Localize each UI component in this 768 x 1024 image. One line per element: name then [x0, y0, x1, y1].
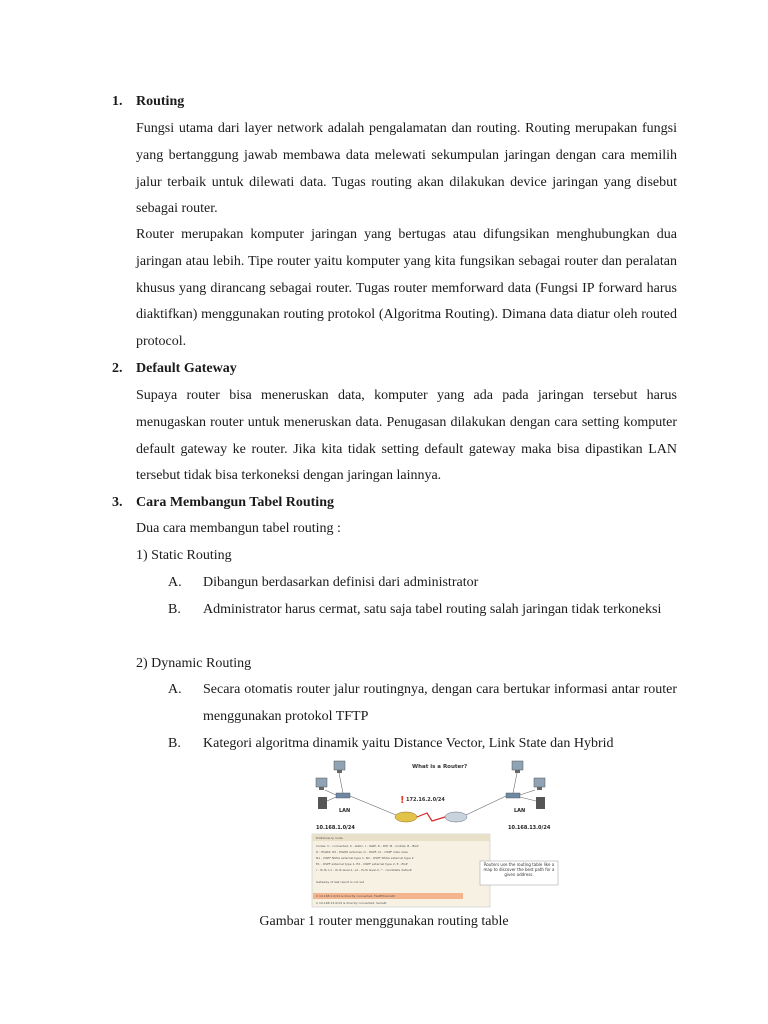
item-text: Kategori algoritma dinamik yaitu Distance Vector, Link State dan Hybrid — [203, 736, 614, 751]
left-switch-icon — [336, 793, 350, 798]
section-number: 2. — [112, 361, 123, 376]
router-diagram-figure — [306, 757, 562, 909]
console-line: R1#show ip route — [316, 836, 343, 840]
routing-note-text: Routers use the routing table like a map to discover the best path for a given address. — [483, 862, 555, 877]
paragraph-routing-1: Fungsi utama dari layer network adalah pengalamatan dan routing. Routing merupakan fungsi yang bertanggung jawab membawa data melewati sekumpulan jaringan dengan cara memilih jalur terbaik untuk dilewati data. Tugas routing akan dilakukan device jaringan yang disebut sebagai router. — [136, 121, 677, 217]
diagram-title: What is a Router? — [412, 764, 468, 770]
right-switch-icon — [506, 793, 520, 798]
left-network-label: 10.168.1.0/24 — [316, 825, 355, 831]
section-heading-default-gateway — [112, 359, 237, 379]
item-letter: A. — [168, 682, 182, 697]
section-heading-routing — [112, 92, 184, 112]
right-network-label: 10.168.13.0/24 — [508, 825, 551, 831]
right-router-icon — [445, 812, 467, 822]
section-number: 1. — [112, 94, 123, 109]
section-number: 3. — [112, 495, 123, 510]
routing-table-console — [312, 834, 490, 907]
item-letter: B. — [168, 736, 181, 751]
console-line: i - IS-IS, L1 - IS-IS level-1, L2 - IS-IS level-2, * - candidate default — [316, 868, 412, 872]
console-line: E1 - OSPF external type 1, E2 - OSPF external type 2, E - EGP — [316, 862, 408, 866]
console-line: N1 - OSPF NSSA external type 1, N2 - OSPF NSSA external type 2 — [316, 856, 414, 860]
section-intro: Dua cara membangun tabel routing : — [136, 521, 341, 536]
figure-caption: Gambar 1 router menggunakan routing table — [259, 914, 509, 929]
item-letter: B. — [168, 602, 181, 617]
item-text: Secara otomatis router jalur routingnya, dengan cara bertukar informasi antar router menggunakan protokol TFTP — [203, 682, 677, 724]
paragraph-routing-2: Router merupakan komputer jaringan yang bertugas atau difungsikan menghubungkan dua jaringan atau lebih. Tipe router yaitu komputer yang kita fungsikan sebagai router dan peralatan khusus yang dirancang sebagai router. Tugas router memforward data (Fungsi IP forward harus diaktifkan) menggunakan routing protokol (Algoritma Routing). Dimana data diatur oleh routed protocol. — [136, 227, 677, 350]
console-line: C 10.168.13.0/24 is directly connected, Serial0 — [316, 901, 387, 905]
item-text: Administrator harus cermat, satu saja tabel routing salah jaringan tidak terkoneksi — [203, 602, 662, 617]
method-dynamic-routing: 2) Dynamic Routing — [136, 656, 252, 671]
alert-icon: ! — [400, 795, 405, 806]
section-title: Cara Membangun Tabel Routing — [136, 495, 334, 510]
console-line: C 10.168.1.0/24 is directly connected, FastEthernet0 — [316, 894, 396, 898]
console-line: Codes: C - connected, S - static, I - IGRP, R - RIP, M - mobile, B - BGP — [316, 844, 419, 848]
left-router-icon — [395, 812, 417, 822]
right-computer-icon — [512, 761, 545, 809]
routing-note-callout — [480, 861, 558, 885]
left-computer-icon — [316, 761, 345, 809]
paragraph-default-gateway: Supaya router bisa meneruskan data, komputer yang ada pada jaringan tersebut harus menugaskan router untuk meneruskan data. Penugasan dilakukan dengan cara setting komputer default gateway ke router. Jika kita tidak setting default gateway maka bisa dipastikan LAN tersebut tidak bisa terkoneksi dengan jaringan lainnya. — [136, 388, 677, 484]
left-lan-label: LAN — [339, 808, 351, 814]
section-title: Routing — [136, 94, 185, 109]
console-line: D - EIGRP, EX - EIGRP external, O - OSPF, IA - OSPF inter area — [316, 850, 408, 854]
right-lan-label: LAN — [514, 808, 526, 814]
item-letter: A. — [168, 575, 182, 590]
section-heading-tabel-routing — [112, 493, 334, 513]
method-static-routing: 1) Static Routing — [136, 548, 232, 563]
center-network-label: 172.16.2.0/24 — [406, 797, 445, 803]
section-title: Default Gateway — [136, 361, 237, 376]
console-line: Gateway of last resort is not set — [316, 880, 364, 884]
item-text: Dibangun berdasarkan definisi dari administrator — [203, 575, 479, 590]
router-diagram — [306, 757, 562, 909]
